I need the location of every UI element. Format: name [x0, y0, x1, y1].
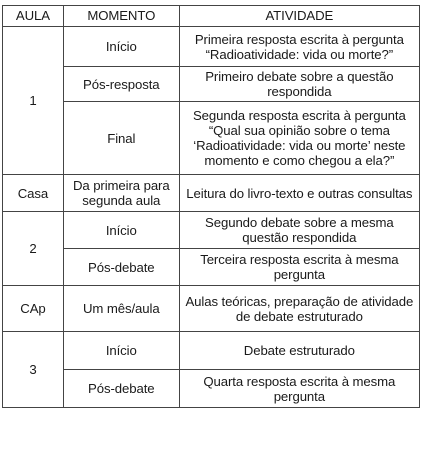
aula-cell: 2: [3, 212, 64, 286]
aula-cell: 1: [3, 27, 64, 175]
table-row: [3, 102, 420, 175]
momento-cell: Final: [63, 102, 179, 175]
atividade-cell: Leitura do livro-texto e outras consultas: [179, 175, 419, 212]
table-header-row: [3, 6, 420, 27]
table-row: [3, 286, 420, 332]
aula-cell: Casa: [3, 175, 64, 212]
momento-cell: Pós-debate: [63, 249, 179, 286]
table-row: [3, 332, 420, 370]
aula-cell: 3: [3, 332, 64, 408]
momento-cell: Início: [63, 332, 179, 370]
momento-cell: Pós-resposta: [63, 67, 179, 102]
table-row: [3, 175, 420, 212]
table-row: [3, 212, 420, 249]
momento-cell: Um mês/aula: [63, 286, 179, 332]
aula-cell: CAp: [3, 286, 64, 332]
header-atividade: ATIVIDADE: [179, 6, 419, 27]
header-momento: MOMENTO: [63, 6, 179, 27]
table-row: [3, 370, 420, 408]
atividade-cell: Primeira resposta escrita à pergunta “Radioatividade: vida ou morte?”: [179, 27, 419, 67]
momento-cell: Início: [63, 212, 179, 249]
momento-cell: Início: [63, 27, 179, 67]
table-row: [3, 67, 420, 102]
atividade-cell: Debate estruturado: [179, 332, 419, 370]
atividade-cell: Segunda resposta escrita à pergunta “Qual sua opinião sobre o tema ‘Radioatividade: vida ou morte’ neste momento e como chegou a ela?”: [179, 102, 419, 175]
atividade-cell: Quarta resposta escrita à mesma pergunta: [179, 370, 419, 408]
atividade-cell: Segundo debate sobre a mesma questão respondida: [179, 212, 419, 249]
table-row: [3, 27, 420, 67]
table-row: [3, 249, 420, 286]
atividade-cell: Primeiro debate sobre a questão respondida: [179, 67, 419, 102]
atividade-cell: Terceira resposta escrita à mesma pergunta: [179, 249, 419, 286]
lesson-activity-table: [2, 5, 420, 408]
header-aula: AULA: [3, 6, 64, 27]
momento-cell: Pós-debate: [63, 370, 179, 408]
momento-cell: Da primeira para segunda aula: [63, 175, 179, 212]
atividade-cell: Aulas teóricas, preparação de atividade de debate estruturado: [179, 286, 419, 332]
